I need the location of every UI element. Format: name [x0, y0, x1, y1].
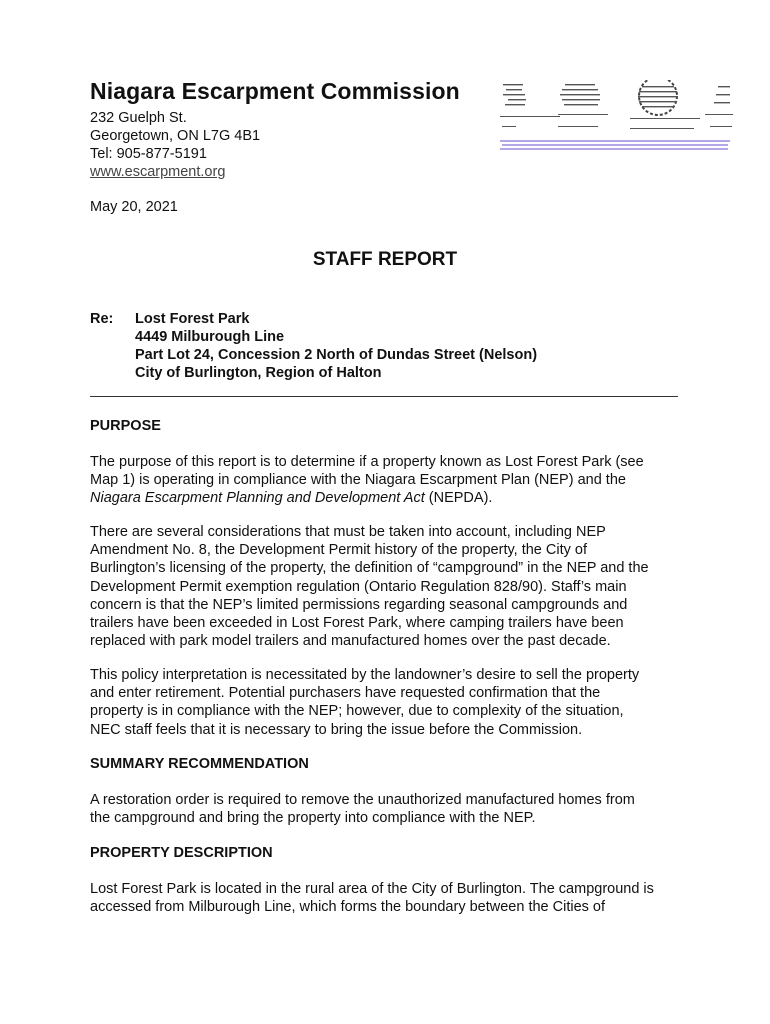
text-line: the campground and bring the property into compliance with the NEP.	[90, 810, 536, 827]
act-title: Niagara Escarpment Planning and Development Act	[90, 490, 425, 507]
text-line: Map 1) is operating in compliance with the Niagara Escarpment Plan (NEP) and the	[90, 472, 626, 489]
re-line: Part Lot 24, Concession 2 North of Dundas Street (Nelson)	[135, 347, 538, 363]
text-line: and enter retirement. Potential purchasers have requested confirmation that the	[90, 685, 601, 702]
text-line: A restoration order is required to remove the unauthorized manufactured homes from	[90, 792, 635, 808]
text-line: Burlington’s licensing of the property, the definition of “campground” in the NEP and the	[90, 560, 649, 577]
text-line: This policy interpretation is necessitated by the landowner’s desire to sell the property	[90, 667, 640, 683]
purpose-paragraph-2	[90, 523, 690, 650]
re-label: Re:	[90, 311, 114, 327]
re-line: 4449 Milburough Line	[135, 329, 285, 345]
purpose-paragraph-3	[90, 666, 690, 739]
text-line: accessed from Milburough Line, which forms the boundary between the Cities of	[90, 899, 606, 916]
re-line: City of Burlington, Region of Halton	[135, 365, 382, 381]
text-line	[90, 489, 690, 507]
report-date: May 20, 2021	[90, 199, 178, 215]
re-line: Lost Forest Park	[135, 311, 250, 327]
address-street: 232 Guelph St.	[90, 110, 187, 126]
purpose-paragraph-1	[90, 453, 690, 508]
horizontal-divider	[90, 396, 678, 397]
text-line: replaced with park model trailers and manufactured homes over the past decade.	[90, 633, 611, 650]
text-line: trailers have been exceeded in Lost Forest Park, where camping trailers have been	[90, 615, 624, 632]
purpose-heading: PURPOSE	[90, 418, 161, 434]
organization-name: Niagara Escarpment Commission	[90, 78, 460, 104]
address-block	[90, 109, 260, 181]
text-line: There are several considerations that must be taken into account, including NEP	[90, 524, 606, 540]
text-line: concern is that the NEP’s limited permissions regarding seasonal campgrounds and	[90, 596, 628, 613]
text-line: Lost Forest Park is located in the rural area of the City of Burlington. The campground is	[90, 881, 654, 897]
text-line: property is in compliance with the NEP; however, due to complexity of the situation,	[90, 703, 624, 720]
phone-number: Tel: 905-877-5191	[90, 146, 207, 162]
summary-heading: SUMMARY RECOMMENDATION	[90, 756, 309, 772]
text-line: The purpose of this report is to determine if a property known as Lost Forest Park (see	[90, 454, 644, 470]
re-lines	[135, 310, 537, 382]
report-title: STAFF REPORT	[312, 249, 458, 270]
escarpment-logo-icon	[500, 80, 735, 160]
summary-paragraph	[90, 791, 690, 827]
act-abbrev: (NEPDA).	[424, 490, 493, 507]
text-line: Development Permit exemption regulation (Ontario Regulation 828/90). Staff’s main	[90, 578, 627, 595]
property-heading: PROPERTY DESCRIPTION	[90, 845, 273, 861]
website-link[interactable]: www.escarpment.org	[90, 164, 226, 180]
text-line: NEC staff feels that it is necessary to bring the issue before the Commission.	[90, 721, 583, 738]
text-line: Amendment No. 8, the Development Permit history of the property, the City of	[90, 542, 587, 559]
address-city: Georgetown, ON L7G 4B1	[90, 128, 261, 144]
property-paragraph	[90, 880, 690, 916]
